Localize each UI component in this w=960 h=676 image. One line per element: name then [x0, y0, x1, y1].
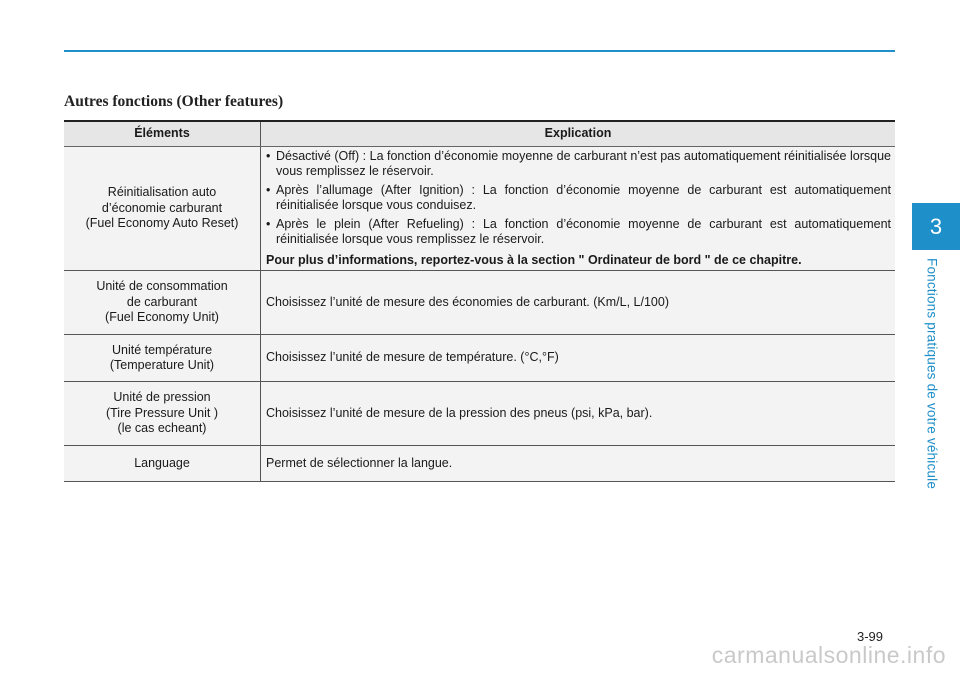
element-line: Réinitialisation auto d’économie carburant (Fuel Economy Auto Reset): [85, 185, 239, 231]
row-explanation: [261, 147, 896, 271]
bullet-item: [266, 217, 891, 248]
chapter-title: Fonctions pratiques de votre véhicule: [924, 258, 940, 490]
element-line: Unité de consommation de carburant (Fuel Economy Unit): [96, 279, 228, 325]
table-header-row: [64, 121, 895, 147]
section-title: Autres fonctions (Other features): [64, 93, 284, 110]
header-elements: Éléments: [64, 121, 261, 147]
row-explanation: Choisissez l’unité de mesure des économies de carburant. (Km/L, L/100): [261, 271, 896, 335]
row-element-label: [64, 147, 261, 271]
row-explanation: Choisissez l’unité de mesure de la pression des pneus (psi, kPa, bar).: [261, 382, 896, 446]
top-rule: [64, 50, 895, 52]
page-number: 3-99: [857, 629, 884, 644]
table-row: [64, 147, 895, 271]
bullet-item: [266, 149, 891, 180]
header-explanation: Explication: [261, 121, 896, 147]
row-element-label: [64, 335, 261, 382]
bullet-dot-icon: •: [266, 182, 271, 197]
bullet-text: Désactivé (Off) : La fonction d’économie moyenne de carburant n’est pas automatiquement réinitialisée lorsque vous remplissez le réservoir.: [276, 148, 891, 179]
table-row: [64, 335, 895, 382]
element-line: Language: [134, 455, 190, 470]
bullet-list: [266, 149, 891, 248]
bullet-text: Après l’allumage (After Ignition) : La fonction d’économie moyenne de carburant est automatiquement réinitialisée lorsque vous conduisez.: [276, 182, 891, 213]
element-line: Unité de pression (Tire Pressure Unit ) (le cas echeant): [105, 390, 219, 436]
bullet-dot-icon: •: [266, 148, 271, 163]
row-explanation: Permet de sélectionner la langue.: [261, 446, 896, 482]
bullet-item: [266, 183, 891, 214]
chapter-tab: [912, 203, 960, 250]
table-row: [64, 446, 895, 482]
row-element-label: [64, 446, 261, 482]
reference-note: Pour plus d’informations, reportez-vous à la section " Ordinateur de bord " de ce chapitre.: [266, 252, 802, 267]
bullet-dot-icon: •: [266, 216, 271, 231]
element-line: Unité température (Temperature Unit): [109, 342, 215, 372]
bullet-text: Après le plein (After Refueling) : La fonction d’économie moyenne de carburant est automatiquement réinitialisée lorsque vous remplissez le réservoir.: [276, 216, 891, 247]
row-element-label: [64, 271, 261, 335]
chapter-number: 3: [929, 213, 943, 239]
row-element-label: [64, 382, 261, 446]
watermark-text: carmanualsonline.info: [711, 642, 946, 668]
row-explanation: Choisissez l’unité de mesure de température. (°C,°F): [261, 335, 896, 382]
table-row: [64, 382, 895, 446]
table-row: [64, 271, 895, 335]
features-table: [64, 120, 895, 482]
